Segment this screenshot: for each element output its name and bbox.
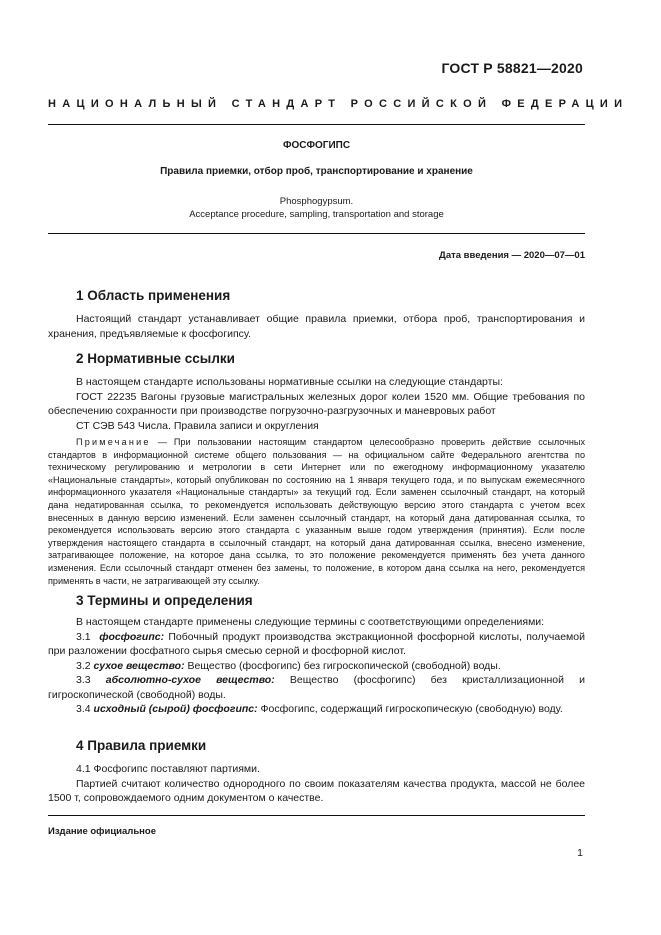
term-3-4: 3.4 исходный (сырой) фосфогипс: Фосфогипс, содержащий гигроскопическую (свободную) воду. — [76, 703, 563, 715]
standard-code: ГОСТ Р 58821—2020 — [441, 60, 583, 76]
section-4-body — [48, 762, 585, 806]
section-1-body — [48, 312, 585, 341]
term-3-3-name: абсолютно-сухое вещество: — [105, 674, 275, 686]
section-2-note — [48, 436, 585, 587]
section-3-paragraph-intro: В настоящем стандарте применены следующие термины с соответствующими определениями: — [76, 616, 545, 628]
section-1-paragraph: Настоящий стандарт устанавливает общие правила приемки, отбора проб, транспортирования и хранения, предъявляемые к фосфогипсу. — [48, 313, 585, 340]
term-3-3-definition: Вещество (фосфогипс) без кристаллизационной и гигроскопической (свободной) воды. — [48, 674, 586, 701]
national-standard-heading: НАЦИОНАЛЬНЫЙ СТАНДАРТ РОССИЙСКОЙ ФЕДЕРАЦИИ — [48, 98, 629, 110]
official-edition-label: Издание официальное — [48, 826, 156, 837]
section-2-paragraph-intro: В настоящем стандарте использованы нормативные ссылки на следующие стандарты: — [76, 376, 503, 388]
introduction-date: Дата введения — 2020—07—01 — [439, 250, 585, 261]
top-divider — [48, 124, 585, 125]
title-divider — [48, 233, 585, 234]
reference-gost-22235: ГОСТ 22235 Вагоны грузовые магистральных железных дорог колеи 1520 мм. Общие требования по обеспечению сохранности при производстве погрузочно-разгрузочных и маневровых работ — [48, 390, 585, 417]
term-3-4-definition: Фосфогипс, содержащий гигроскопическую (свободную) воду. — [260, 703, 563, 715]
section-4-paragraph-2: Партией считают количество однородного по своим показателям качества продукта, массой не более 1500 т, сопровождаемого одним документом о качестве. — [48, 777, 585, 804]
section-2-body — [48, 375, 585, 433]
footer-divider — [48, 815, 585, 816]
section-1-heading: 1 Область применения — [76, 288, 231, 303]
note-text: — При пользовании настоящим стандартом целесообразно проверить действие ссылочных стандартов в информационной системе общего пользования — на официальном сайте Федерального агентства по техническому регулированию и метрологии в сети Интернет или по ежегодному информационному указателю «Национальные стандарты», который опубликован по состоянию на 1 января текущего года, и по выпускам ежемесячного информационного указателя «Национальные стандарты» за текущий год. Если заменен ссылочный стандарт, на который дана недатированная ссылка, то рекомендуется использовать действующую версию этого стандарта с учетом всех внесенных в данную версию изменений. Если заменен ссылочный стандарт, на который дана датированная ссылка, то рекомендуется использовать версию этого стандарта с указанным выше годом утверждения (принятия). Если после утверждения настоящего стандарта в ссылочный стандарт, на который дана датированная ссылка, внесено изменение, затрагивающее положение, на которое дана ссылка, то это положение рекомендуется применять без учета данного изменения. Если ссылочный стандарт отменен без замены, то положение, в котором дана ссылка на него, рекомендуется применять в части, не затрагивающей эту ссылку. — [48, 437, 585, 586]
term-3-3: 3.3 абсолютно-сухое вещество: Вещество (фосфогипс) без кристаллизационной и гигроскопической (свободной) воды. — [48, 674, 586, 701]
term-3-2-name: сухое вещество: — [93, 659, 185, 672]
reference-st-sev-543: СТ СЭВ 543 Числа. Правила записи и округления — [76, 419, 319, 432]
section-4-heading: 4 Правила приемки — [76, 738, 207, 753]
term-3-1: 3.1 фосфогипс: Побочный продукт производства экстракционной фосфорной кислоты, получаемой при разложении фосфатного сырья смесью серной и фосфорной кислот. — [48, 630, 585, 657]
section-4-paragraph-1: 4.1 Фосфогипс поставляют партиями. — [76, 763, 260, 775]
english-title — [48, 195, 585, 221]
note-label: Примечание — [76, 437, 151, 447]
term-3-2-definition: Вещество (фосфогипс) без гигроскопической (свободной) воды. — [187, 659, 501, 672]
section-2-heading: 2 Нормативные ссылки — [76, 351, 235, 366]
term-3-4-name: исходный (сырой) фосфогипс: — [93, 703, 258, 715]
section-3-heading: 3 Термины и определения — [76, 593, 253, 608]
page-number: 1 — [577, 847, 583, 859]
english-title-line1: Phosphogypsum. — [279, 196, 354, 207]
term-3-1-name: фосфогипс: — [99, 630, 165, 643]
term-3-1-definition: Побочный продукт производства экстракционной фосфорной кислоты, получаемой при разложении фосфатного сырья смесью серной и фосфорной кислот. — [48, 630, 585, 657]
section-3-body — [48, 615, 585, 717]
document-title: ФОСФОГИПС — [282, 140, 351, 151]
term-3-2: 3.2 сухое вещество: Вещество (фосфогипс) без гигроскопической (свободной) воды. — [76, 659, 501, 672]
document-subtitle: Правила приемки, отбор проб, транспортирование и хранение — [160, 166, 473, 177]
english-title-line2: Acceptance procedure, sampling, transportation and storage — [189, 209, 444, 220]
